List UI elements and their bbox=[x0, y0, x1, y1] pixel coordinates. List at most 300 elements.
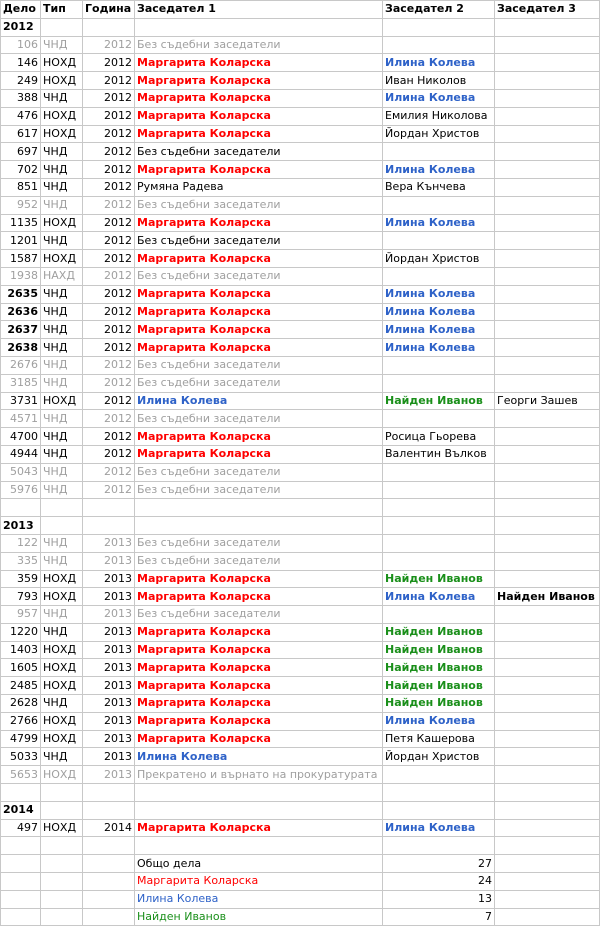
assessor-1: Маргарита Коларска bbox=[137, 447, 271, 461]
table-body bbox=[1, 18, 600, 926]
assessor-3-cell bbox=[495, 428, 600, 446]
empty-cell bbox=[83, 517, 135, 535]
assessor-1: Без съдебни заседатели bbox=[137, 536, 281, 550]
table-row bbox=[1, 89, 600, 107]
assessor-2-cell bbox=[383, 250, 495, 268]
assessor-1-cell bbox=[135, 410, 383, 428]
case-number: 4571 bbox=[1, 410, 41, 428]
assessor-2-cell bbox=[383, 161, 495, 179]
case-year: 2012 bbox=[83, 410, 135, 428]
empty-cell bbox=[383, 499, 495, 517]
assessor-2: Валентин Вълков bbox=[385, 447, 487, 461]
empty-cell bbox=[495, 908, 600, 926]
assessor-2: Йордан Христов bbox=[385, 126, 480, 140]
assessor-2: Илина Колева bbox=[385, 589, 476, 603]
case-year: 2012 bbox=[83, 89, 135, 107]
case-year: 2012 bbox=[83, 36, 135, 54]
case-year: 2013 bbox=[83, 623, 135, 641]
case-year: 2012 bbox=[83, 125, 135, 143]
summary-label-cell bbox=[135, 890, 383, 908]
assessor-1-cell bbox=[135, 143, 383, 161]
case-year: 2012 bbox=[83, 285, 135, 303]
case-number: 2637 bbox=[1, 321, 41, 339]
assessor-1: Маргарита Коларска bbox=[137, 126, 271, 140]
case-number: 1587 bbox=[1, 250, 41, 268]
summary-row bbox=[1, 873, 600, 891]
assessor-2-cell bbox=[383, 267, 495, 285]
empty-cell bbox=[135, 837, 383, 855]
table-row bbox=[1, 267, 600, 285]
assessor-1-cell bbox=[135, 196, 383, 214]
assessor-1-cell bbox=[135, 214, 383, 232]
assessor-1-cell bbox=[135, 161, 383, 179]
header-godina: Година bbox=[83, 1, 135, 19]
assessor-1-cell bbox=[135, 125, 383, 143]
case-number: 1135 bbox=[1, 214, 41, 232]
assessor-2-cell bbox=[383, 232, 495, 250]
assessor-1: Маргарита Коларска bbox=[137, 91, 271, 105]
empty-cell bbox=[495, 784, 600, 802]
empty-cell bbox=[41, 873, 83, 891]
case-type: ЧНД bbox=[41, 463, 83, 481]
case-number: 702 bbox=[1, 161, 41, 179]
summary-label-cell bbox=[135, 908, 383, 926]
table-row bbox=[1, 107, 600, 125]
assessor-2-cell bbox=[383, 107, 495, 125]
assessor-2-cell bbox=[383, 677, 495, 695]
assessor-1: Маргарита Коларска bbox=[137, 251, 271, 265]
table-row bbox=[1, 196, 600, 214]
case-type: НОХД bbox=[41, 641, 83, 659]
summary-row bbox=[1, 890, 600, 908]
assessor-3-cell bbox=[495, 54, 600, 72]
assessor-1-cell bbox=[135, 445, 383, 463]
table-row bbox=[1, 143, 600, 161]
assessor-3-cell bbox=[495, 463, 600, 481]
case-type: НОХД bbox=[41, 766, 83, 784]
case-type: ЧНД bbox=[41, 232, 83, 250]
empty-cell bbox=[383, 837, 495, 855]
assessor-1: Без съдебни заседатели bbox=[137, 411, 281, 425]
empty-cell bbox=[495, 18, 600, 36]
table-row bbox=[1, 303, 600, 321]
assessor-2: Найден Иванов bbox=[385, 393, 483, 407]
assessor-2: Илина Колева bbox=[385, 287, 476, 301]
case-number: 4944 bbox=[1, 445, 41, 463]
case-number: 851 bbox=[1, 178, 41, 196]
assessor-1-cell bbox=[135, 339, 383, 357]
assessor-1: Илина Колева bbox=[137, 393, 228, 407]
assessor-1-cell bbox=[135, 428, 383, 446]
header-tip: Тип bbox=[41, 1, 83, 19]
summary-value: 7 bbox=[383, 908, 495, 926]
table-row bbox=[1, 339, 600, 357]
empty-cell bbox=[41, 801, 83, 819]
table-row bbox=[1, 748, 600, 766]
empty-cell bbox=[135, 18, 383, 36]
assessor-2: Найден Иванов bbox=[385, 696, 483, 710]
case-number: 5043 bbox=[1, 463, 41, 481]
assessor-1-cell bbox=[135, 570, 383, 588]
case-number: 1403 bbox=[1, 641, 41, 659]
case-year: 2012 bbox=[83, 321, 135, 339]
empty-cell bbox=[41, 855, 83, 873]
case-type: ЧНД bbox=[41, 303, 83, 321]
case-number: 5976 bbox=[1, 481, 41, 499]
assessor-1-cell bbox=[135, 178, 383, 196]
case-type: НОХД bbox=[41, 54, 83, 72]
assessor-1: Маргарита Коларска bbox=[137, 109, 271, 123]
assessor-2-cell bbox=[383, 321, 495, 339]
empty-cell bbox=[83, 873, 135, 891]
assessor-1: Маргарита Коларска bbox=[137, 429, 271, 443]
header-delo: Дело bbox=[1, 1, 41, 19]
case-type: НОХД bbox=[41, 250, 83, 268]
case-year: 2012 bbox=[83, 72, 135, 90]
assessor-1-cell bbox=[135, 659, 383, 677]
case-type: ЧНД bbox=[41, 552, 83, 570]
assessor-1: Без съдебни заседатели bbox=[137, 554, 281, 568]
case-year: 2012 bbox=[83, 374, 135, 392]
assessor-2: Найден Иванов bbox=[385, 643, 483, 657]
summary-row bbox=[1, 855, 600, 873]
table-row bbox=[1, 321, 600, 339]
case-number: 2638 bbox=[1, 339, 41, 357]
case-year: 2012 bbox=[83, 339, 135, 357]
case-type: НОХД bbox=[41, 712, 83, 730]
assessor-2-cell bbox=[383, 428, 495, 446]
assessor-2: Илина Колева bbox=[385, 55, 476, 69]
empty-cell bbox=[41, 499, 83, 517]
assessor-2-cell bbox=[383, 72, 495, 90]
assessor-1-cell bbox=[135, 623, 383, 641]
case-year: 2012 bbox=[83, 445, 135, 463]
case-year: 2012 bbox=[83, 392, 135, 410]
case-year: 2013 bbox=[83, 588, 135, 606]
assessor-1-cell bbox=[135, 534, 383, 552]
year-label: 2014 bbox=[1, 801, 41, 819]
case-number: 249 bbox=[1, 72, 41, 90]
assessor-1-cell bbox=[135, 463, 383, 481]
case-type: НОХД bbox=[41, 72, 83, 90]
case-type: НОХД bbox=[41, 570, 83, 588]
assessor-1-cell bbox=[135, 481, 383, 499]
assessor-1: Без съдебни заседатели bbox=[137, 144, 281, 158]
empty-cell bbox=[1, 837, 41, 855]
case-number: 2636 bbox=[1, 303, 41, 321]
empty-cell bbox=[383, 801, 495, 819]
table-row bbox=[1, 588, 600, 606]
assessor-2-cell bbox=[383, 641, 495, 659]
assessor-1-cell bbox=[135, 677, 383, 695]
assessor-2-cell bbox=[383, 552, 495, 570]
assessor-2-cell bbox=[383, 445, 495, 463]
case-year: 2013 bbox=[83, 659, 135, 677]
empty-cell bbox=[83, 18, 135, 36]
case-number: 5033 bbox=[1, 748, 41, 766]
assessor-1-cell bbox=[135, 267, 383, 285]
empty-cell bbox=[41, 18, 83, 36]
empty-cell bbox=[1, 873, 41, 891]
assessor-1-cell bbox=[135, 36, 383, 54]
spacer-row bbox=[1, 499, 600, 517]
case-number: 2766 bbox=[1, 712, 41, 730]
assessor-2-cell bbox=[383, 374, 495, 392]
case-number: 957 bbox=[1, 606, 41, 624]
empty-cell bbox=[383, 517, 495, 535]
case-year: 2012 bbox=[83, 107, 135, 125]
year-row bbox=[1, 801, 600, 819]
year-row bbox=[1, 18, 600, 36]
case-year: 2012 bbox=[83, 356, 135, 374]
case-type: ЧНД bbox=[41, 623, 83, 641]
assessor-1-cell bbox=[135, 552, 383, 570]
assessor-2: Найден Иванов bbox=[385, 571, 483, 585]
assessor-3-cell bbox=[495, 481, 600, 499]
assessor-3-cell bbox=[495, 267, 600, 285]
case-type: ЧНД bbox=[41, 143, 83, 161]
assessor-2: Илина Колева bbox=[385, 91, 476, 105]
assessor-2-cell bbox=[383, 463, 495, 481]
case-type: ЧНД bbox=[41, 374, 83, 392]
assessor-3-cell bbox=[495, 410, 600, 428]
case-number: 793 bbox=[1, 588, 41, 606]
assessor-2-cell bbox=[383, 481, 495, 499]
assessor-1-cell bbox=[135, 374, 383, 392]
case-number: 617 bbox=[1, 125, 41, 143]
assessor-1-cell bbox=[135, 232, 383, 250]
case-type: ЧНД bbox=[41, 36, 83, 54]
summary-value: 24 bbox=[383, 873, 495, 891]
table-row bbox=[1, 623, 600, 641]
table-row bbox=[1, 766, 600, 784]
case-number: 476 bbox=[1, 107, 41, 125]
assessor-2-cell bbox=[383, 659, 495, 677]
assessor-2-cell bbox=[383, 748, 495, 766]
assessor-2: Иван Николов bbox=[385, 73, 467, 87]
assessor-3-cell bbox=[495, 321, 600, 339]
assessor-2-cell bbox=[383, 54, 495, 72]
assessor-2: Найден Иванов bbox=[385, 625, 483, 639]
case-year: 2012 bbox=[83, 54, 135, 72]
header-zasedatel-1: Заседател 1 bbox=[135, 1, 383, 19]
empty-cell bbox=[1, 855, 41, 873]
case-type: НОХД bbox=[41, 107, 83, 125]
empty-cell bbox=[83, 855, 135, 873]
case-type: ЧНД bbox=[41, 481, 83, 499]
empty-cell bbox=[383, 784, 495, 802]
case-number: 122 bbox=[1, 534, 41, 552]
table-row bbox=[1, 374, 600, 392]
case-type: НАХД bbox=[41, 267, 83, 285]
empty-cell bbox=[83, 890, 135, 908]
case-year: 2012 bbox=[83, 161, 135, 179]
assessor-1: Маргарита Коларска bbox=[137, 162, 271, 176]
case-number: 1938 bbox=[1, 267, 41, 285]
table-row bbox=[1, 161, 600, 179]
case-year: 2013 bbox=[83, 677, 135, 695]
assessor-1: Маргарита Коларска bbox=[137, 643, 271, 657]
assessor-1-cell bbox=[135, 392, 383, 410]
case-year: 2013 bbox=[83, 606, 135, 624]
assessor-2-cell bbox=[383, 178, 495, 196]
assessor-2-cell bbox=[383, 125, 495, 143]
assessor-2: Вера Кънчева bbox=[385, 180, 466, 194]
case-year: 2012 bbox=[83, 178, 135, 196]
assessor-3-cell bbox=[495, 303, 600, 321]
assessor-3-cell bbox=[495, 339, 600, 357]
assessor-1-cell bbox=[135, 712, 383, 730]
assessor-2: Илина Колева bbox=[385, 340, 476, 354]
table-row bbox=[1, 606, 600, 624]
table-row bbox=[1, 72, 600, 90]
assessor-1-cell bbox=[135, 250, 383, 268]
assessor-1: Маргарита Коларска bbox=[137, 287, 271, 301]
case-type: НОХД bbox=[41, 677, 83, 695]
case-type: ЧНД bbox=[41, 356, 83, 374]
header-zasedatel-2: Заседател 2 bbox=[383, 1, 495, 19]
assessor-2: Петя Кашерова bbox=[385, 732, 475, 746]
empty-cell bbox=[383, 18, 495, 36]
assessor-3-cell bbox=[495, 214, 600, 232]
assessor-1: Маргарита Коларска bbox=[137, 304, 271, 318]
assessor-3-cell bbox=[495, 107, 600, 125]
empty-cell bbox=[495, 873, 600, 891]
assessor-2-cell bbox=[383, 285, 495, 303]
empty-cell bbox=[41, 837, 83, 855]
table-row bbox=[1, 356, 600, 374]
case-type: ЧНД bbox=[41, 161, 83, 179]
assessor-2-cell bbox=[383, 214, 495, 232]
table-row bbox=[1, 125, 600, 143]
assessor-2-cell bbox=[383, 196, 495, 214]
table-row bbox=[1, 677, 600, 695]
case-type: НОХД bbox=[41, 819, 83, 837]
case-number: 3731 bbox=[1, 392, 41, 410]
assessor-3-cell bbox=[495, 356, 600, 374]
assessor-1: Без съдебни заседатели bbox=[137, 233, 281, 247]
case-number: 2635 bbox=[1, 285, 41, 303]
table-row bbox=[1, 214, 600, 232]
case-year: 2012 bbox=[83, 250, 135, 268]
assessor-1-cell bbox=[135, 730, 383, 748]
assessor-1: Без съдебни заседатели bbox=[137, 465, 281, 479]
assessor-2-cell bbox=[383, 606, 495, 624]
assessor-3-cell bbox=[495, 374, 600, 392]
year-label: 2013 bbox=[1, 517, 41, 535]
table-row bbox=[1, 481, 600, 499]
case-year: 2013 bbox=[83, 534, 135, 552]
assessor-3-cell bbox=[495, 819, 600, 837]
assessor-2: Илина Колева bbox=[385, 322, 476, 336]
assessor-1: Без съдебни заседатели bbox=[137, 358, 281, 372]
table-row bbox=[1, 445, 600, 463]
assessor-1: Маргарита Коларска bbox=[137, 571, 271, 585]
assessor-2: Илина Колева bbox=[385, 162, 476, 176]
assessor-3-cell bbox=[495, 677, 600, 695]
assessor-3-cell bbox=[495, 178, 600, 196]
assessor-2: Йордан Христов bbox=[385, 749, 480, 763]
case-type: ЧНД bbox=[41, 428, 83, 446]
assessor-3: Георги Зашев bbox=[497, 393, 578, 407]
empty-cell bbox=[135, 517, 383, 535]
assessor-2-cell bbox=[383, 339, 495, 357]
summary-value: 27 bbox=[383, 855, 495, 873]
assessor-3-cell bbox=[495, 623, 600, 641]
assessor-1: Маргарита Коларска bbox=[137, 625, 271, 639]
assessor-1-cell bbox=[135, 356, 383, 374]
case-year: 2013 bbox=[83, 552, 135, 570]
assessor-2: Росица Гьорева bbox=[385, 429, 477, 443]
assessor-1: Маргарита Коларска bbox=[137, 732, 271, 746]
case-type: ЧНД bbox=[41, 606, 83, 624]
assessor-1-cell bbox=[135, 748, 383, 766]
assessor-2: Емилия Николова bbox=[385, 109, 488, 123]
assessor-2-cell bbox=[383, 570, 495, 588]
assessor-2: Йордан Христов bbox=[385, 251, 480, 265]
case-number: 952 bbox=[1, 196, 41, 214]
year-row bbox=[1, 517, 600, 535]
case-number: 359 bbox=[1, 570, 41, 588]
empty-cell bbox=[41, 784, 83, 802]
table-row bbox=[1, 570, 600, 588]
assessor-2-cell bbox=[383, 356, 495, 374]
assessor-3-cell bbox=[495, 730, 600, 748]
case-year: 2012 bbox=[83, 463, 135, 481]
empty-cell bbox=[1, 908, 41, 926]
assessor-2-cell bbox=[383, 623, 495, 641]
assessor-3-cell bbox=[495, 36, 600, 54]
assessor-1: Румяна Радева bbox=[137, 180, 224, 194]
case-number: 388 bbox=[1, 89, 41, 107]
summary-label: Общо дела bbox=[137, 856, 202, 870]
table-row bbox=[1, 695, 600, 713]
assessor-3-cell bbox=[495, 72, 600, 90]
table-row bbox=[1, 552, 600, 570]
assessor-2: Найден Иванов bbox=[385, 678, 483, 692]
summary-row bbox=[1, 908, 600, 926]
empty-cell bbox=[495, 855, 600, 873]
assessor-2-cell bbox=[383, 410, 495, 428]
assessor-1-cell bbox=[135, 641, 383, 659]
case-number: 335 bbox=[1, 552, 41, 570]
assessor-1-cell bbox=[135, 72, 383, 90]
case-type: ЧНД bbox=[41, 445, 83, 463]
case-year: 2012 bbox=[83, 428, 135, 446]
assessor-3-cell bbox=[495, 606, 600, 624]
case-number: 697 bbox=[1, 143, 41, 161]
assessor-3-cell bbox=[495, 250, 600, 268]
assessor-2-cell bbox=[383, 819, 495, 837]
assessor-3-cell bbox=[495, 143, 600, 161]
assessor-1: Без съдебни заседатели bbox=[137, 198, 281, 212]
case-type: НОХД bbox=[41, 588, 83, 606]
empty-cell bbox=[41, 890, 83, 908]
empty-cell bbox=[495, 837, 600, 855]
assessor-3-cell bbox=[495, 534, 600, 552]
case-year: 2012 bbox=[83, 232, 135, 250]
empty-cell bbox=[135, 499, 383, 517]
case-year: 2012 bbox=[83, 303, 135, 321]
case-type: НОХД bbox=[41, 392, 83, 410]
assessor-2-cell bbox=[383, 588, 495, 606]
assessor-1-cell bbox=[135, 321, 383, 339]
assessor-1: Маргарита Коларска bbox=[137, 821, 271, 835]
table-row bbox=[1, 428, 600, 446]
case-number: 146 bbox=[1, 54, 41, 72]
assessor-1: Маргарита Коларска bbox=[137, 696, 271, 710]
assessor-3-cell bbox=[495, 712, 600, 730]
